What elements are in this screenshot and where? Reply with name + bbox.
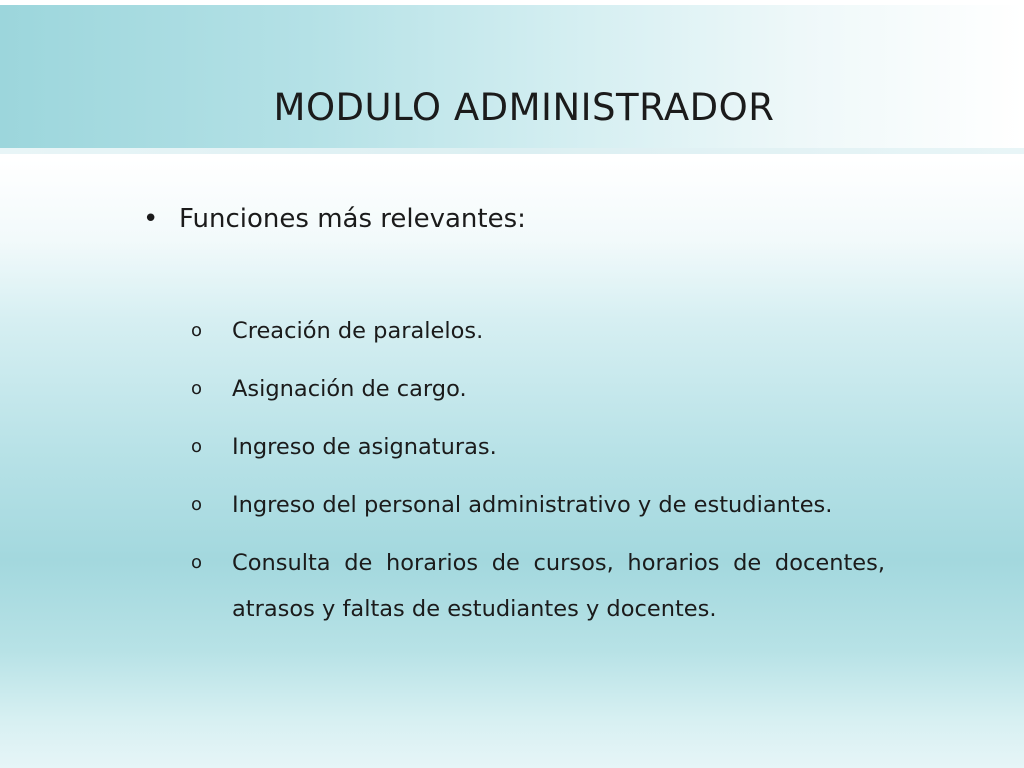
list-marker: o	[191, 378, 203, 399]
list-item-text: Asignación de cargo.	[232, 376, 467, 402]
list-item	[191, 540, 885, 632]
list-item-text: Creación de paralelos.	[232, 318, 484, 344]
list-item	[191, 308, 885, 354]
bullet-marker: •	[143, 204, 159, 234]
list-marker: o	[191, 436, 203, 457]
function-list	[191, 308, 885, 644]
list-item-text: Consulta de horarios de cursos, horarios de docentes, atrasos y faltas de estudiantes y docentes.	[232, 550, 885, 622]
main-bullet-text: Funciones más relevantes:	[179, 204, 526, 234]
list-item	[191, 482, 885, 528]
list-item-text: Ingreso de asignaturas.	[232, 434, 497, 460]
list-marker: o	[191, 494, 203, 515]
list-marker: o	[191, 552, 203, 573]
list-item	[191, 424, 885, 470]
list-item	[191, 366, 885, 412]
main-bullet	[143, 204, 526, 234]
title-divider	[0, 148, 1024, 154]
slide-title: MODULO ADMINISTRADOR	[273, 86, 775, 129]
list-marker: o	[191, 320, 203, 341]
list-item-text: Ingreso del personal administrativo y de estudiantes.	[232, 492, 833, 518]
